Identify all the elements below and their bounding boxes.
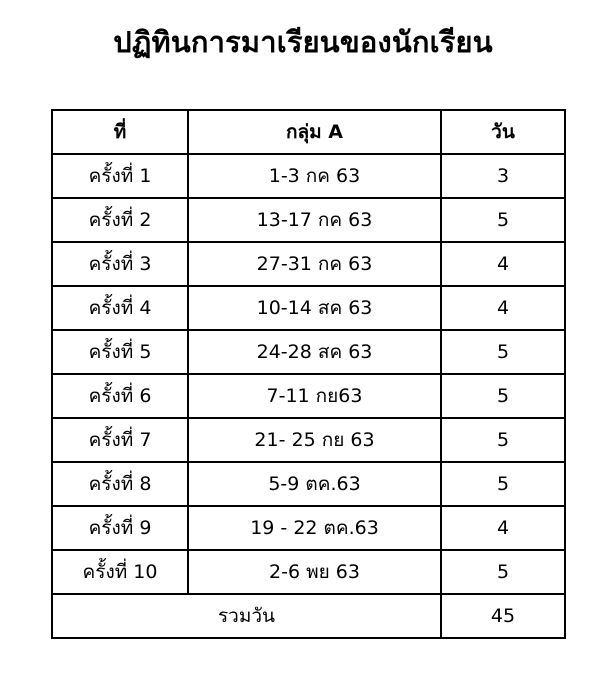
session-cell: ครั้งที่ 9 (52, 506, 188, 550)
session-cell: ครั้งที่ 5 (52, 330, 188, 374)
table-row (52, 374, 565, 418)
dates-cell: 1-3 กค 63 (188, 154, 441, 198)
days-cell: 3 (441, 154, 565, 198)
session-cell: ครั้งที่ 8 (52, 462, 188, 506)
days-cell: 5 (441, 374, 565, 418)
days-cell: 5 (441, 550, 565, 594)
table-row (52, 506, 565, 550)
dates-cell: 5-9 ตค.63 (188, 462, 441, 506)
total-label: รวมวัน (52, 594, 441, 638)
dates-cell: 13-17 กค 63 (188, 198, 441, 242)
table-row (52, 198, 565, 242)
dates-cell: 19 - 22 ตค.63 (188, 506, 441, 550)
session-cell: ครั้งที่ 4 (52, 286, 188, 330)
session-cell: ครั้งที่ 7 (52, 418, 188, 462)
total-row (52, 594, 565, 638)
dates-cell: 27-31 กค 63 (188, 242, 441, 286)
attendance-table (51, 109, 566, 639)
days-cell: 5 (441, 462, 565, 506)
session-cell: ครั้งที่ 6 (52, 374, 188, 418)
session-cell: ครั้งที่ 1 (52, 154, 188, 198)
dates-cell: 2-6 พย 63 (188, 550, 441, 594)
total-value: 45 (441, 594, 565, 638)
page-title: ปฏิทินการมาเรียนของนักเรียน (113, 25, 493, 59)
table-row (52, 286, 565, 330)
days-cell: 5 (441, 330, 565, 374)
session-cell: ครั้งที่ 3 (52, 242, 188, 286)
table-row (52, 242, 565, 286)
header-days: วัน (441, 110, 565, 154)
dates-cell: 10-14 สค 63 (188, 286, 441, 330)
dates-cell: 21- 25 กย 63 (188, 418, 441, 462)
table-row (52, 418, 565, 462)
table-row (52, 330, 565, 374)
dates-cell: 7-11 กย63 (188, 374, 441, 418)
days-cell: 4 (441, 286, 565, 330)
days-cell: 5 (441, 418, 565, 462)
days-cell: 5 (441, 198, 565, 242)
days-cell: 4 (441, 242, 565, 286)
header-group-a: กลุ่ม A (188, 110, 441, 154)
table-row (52, 154, 565, 198)
table-row (52, 550, 565, 594)
table-row (52, 462, 565, 506)
days-cell: 4 (441, 506, 565, 550)
header-number: ที่ (52, 110, 188, 154)
dates-cell: 24-28 สค 63 (188, 330, 441, 374)
table-header-row (52, 110, 565, 154)
session-cell: ครั้งที่ 2 (52, 198, 188, 242)
session-cell: ครั้งที่ 10 (52, 550, 188, 594)
